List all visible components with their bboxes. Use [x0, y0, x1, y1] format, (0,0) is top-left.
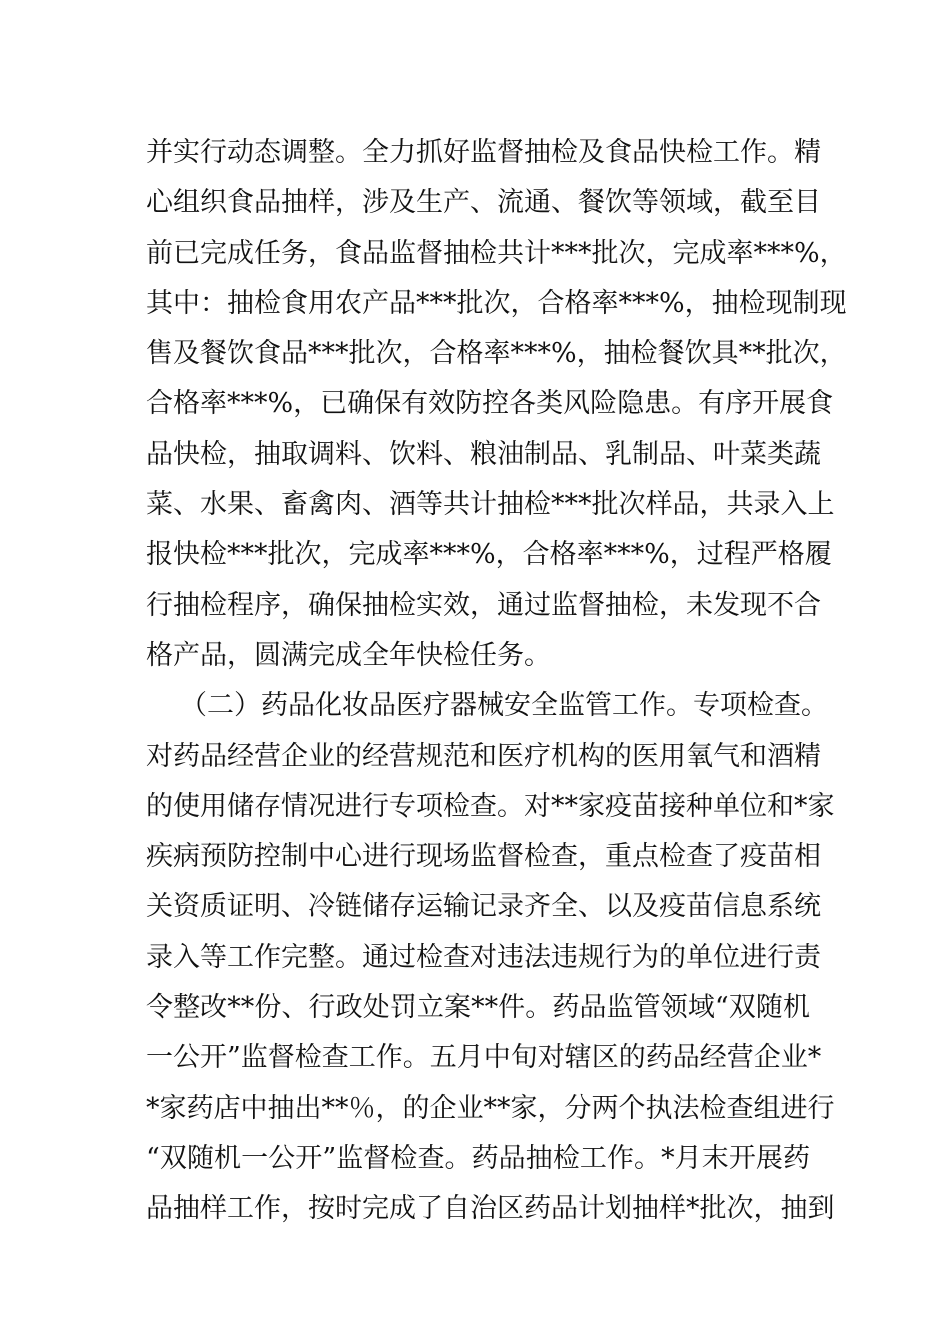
text-line: 其中：抽检食用农产品***批次，合格率***%，抽检现制现	[146, 287, 847, 319]
text-line: 合格率***%，已确保有效防控各类风险隐患。有序开展食	[146, 388, 834, 420]
text-line: 的使用储存情况进行专项检查。对**家疫苗接种单位和*家	[146, 790, 835, 822]
text-line: 报快检***批次，完成率***%，合格率***%，过程严格履	[146, 539, 832, 571]
text-line: 前已完成任务，食品监督抽检共计***批次，完成率***%，	[146, 237, 847, 269]
body-text	[146, 128, 847, 1235]
text-line: 品快检，抽取调料、饮料、粮油制品、乳制品、叶菜类蔬	[146, 438, 821, 470]
text-line: 对药品经营企业的经营规范和医疗机构的医用氧气和酒精	[146, 740, 821, 772]
text-line: 售及餐饮食品***批次，合格率***%，抽检餐饮具**批次，	[146, 338, 847, 370]
text-line: *家药店中抽出**％，的企业**家，分两个执法检查组进行	[146, 1092, 835, 1124]
section-heading-line: （二）药品化妆品医疗器械安全监管工作。专项检查。	[180, 690, 828, 722]
text-line: 一公开”监督检查工作。五月中旬对辖区的药品经营企业*	[146, 1042, 822, 1074]
text-line: “双随机一公开”监督检查。药品抽检工作。*月末开展药	[146, 1142, 810, 1174]
text-line: 疾病预防控制中心进行现场监督检查，重点检查了疫苗相	[146, 841, 821, 873]
paragraph-end-line: 格产品，圆满完成全年快检任务。	[146, 639, 551, 671]
text-line: 菜、水果、畜禽肉、酒等共计抽检***批次样品，共录入上	[146, 489, 835, 521]
text-line: 并实行动态调整。全力抓好监督抽检及食品快检工作。精	[146, 137, 821, 168]
text-line: 令整改**份、行政处罚立案**件。药品监管领域“双随机	[146, 992, 810, 1024]
text-line: 心组织食品抽样，涉及生产、流通、餐饮等领域，截至目	[146, 187, 821, 219]
text-line: 关资质证明、冷链储存运输记录齐全、以及疫苗信息系统	[146, 891, 821, 923]
text-line: 行抽检程序，确保抽检实效，通过监督抽检，未发现不合	[146, 589, 821, 621]
text-line: 品抽样工作，按时完成了自治区药品计划抽样*批次，抽到	[146, 1193, 835, 1225]
text-line: 录入等工作完整。通过检查对违法违规行为的单位进行责	[146, 941, 821, 973]
